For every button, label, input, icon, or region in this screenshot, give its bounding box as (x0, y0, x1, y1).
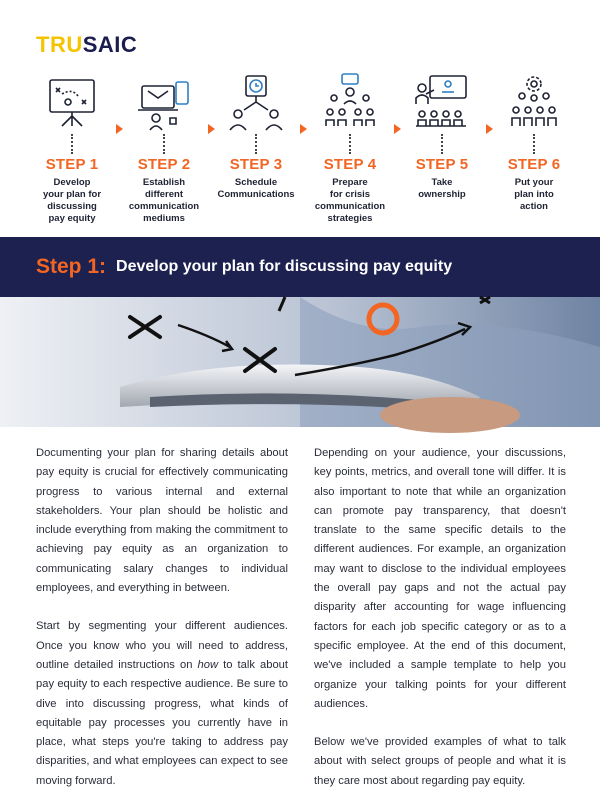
team-gears-icon (504, 72, 564, 132)
step-5-label: STEP 5 (415, 156, 469, 173)
step-2-label: STEP 2 (137, 156, 191, 173)
left-paragraph-2: Start by segmenting your different audiences. Once you know who you will need to address, outline detailed instructions on how to talk about pay equity to each respective audience. Be sure to dive into discussing progress, what kinds of equitable pay processes you currently have in place, what steps you're taking to address pay disparities, and what employees can expect to see moving forward. (36, 620, 288, 787)
step-2-description: Establish different communication mediums (128, 177, 200, 224)
step-1-description: Develop your plan for discussing pay equity (42, 177, 102, 224)
step-1-label: STEP 1 (45, 156, 99, 173)
trusaic-logo (36, 32, 137, 58)
step-5-description: Take ownership (418, 177, 466, 200)
step-6-description: Put your plan into action (514, 177, 554, 212)
step-2 (122, 72, 206, 225)
step-arrow-3 (300, 124, 307, 134)
section-banner (0, 237, 600, 297)
left-paragraph-1: Documenting your plan for sharing details about pay equity is crucial for effectively communicating progress to various internal and external stakeholders. Your plan should be holistic and include everything from making the commitment to achieving pay equity as an organization to communicating salary changes to individual employees, and everything in between. (36, 447, 288, 595)
right-paragraph-2: Below we've provided examples of what to talk about with select groups of people and what it is they care most about regarding pay equity. (314, 736, 566, 787)
step-4-description: Prepare for crisis communication strategies (314, 177, 386, 224)
step-5-connector (441, 134, 443, 154)
logo-part-saic: SAIC (82, 32, 138, 57)
step-4 (308, 72, 392, 225)
step-4-label: STEP 4 (323, 156, 377, 173)
step-6-connector (533, 134, 535, 154)
banner-title: Develop your plan for discussing pay equity (116, 258, 453, 275)
meeting-schedule-icon (226, 72, 286, 132)
step-3 (214, 72, 298, 201)
whiteboard-strategy-icon (42, 72, 102, 132)
hero-photo-tablet-strategy (0, 297, 600, 427)
body-column-right (314, 444, 566, 810)
body-column-left (36, 444, 288, 810)
step-1 (30, 72, 114, 225)
step-3-description: Schedule Communications (217, 177, 295, 200)
step-2-connector (163, 134, 165, 154)
step-3-connector (255, 134, 257, 154)
right-paragraph-1: Depending on your audience, your discussions, key points, metrics, and overall tone will differ. It is also important to note that while an organization can promote pay transparency, that doesn't translate to the same specific details to the different audiences. For example, an organization may want to disclose to the individual employees the overall pay gaps and not the actual pay disparity after accounting for wage influencing factors for each job specific category or as to a specific employee. At the end of this document, we've included a sample template to help you organize your talking points for your different audiences. (314, 447, 566, 710)
process-steps (30, 72, 570, 232)
step-4-connector (349, 134, 351, 154)
photo-illustration (0, 297, 600, 427)
communication-devices-icon (134, 72, 194, 132)
crisis-team-icon (320, 72, 380, 132)
banner-step-number: Step 1: (36, 255, 107, 278)
presentation-icon (412, 72, 472, 132)
step-1-connector (71, 134, 73, 154)
step-5 (400, 72, 484, 201)
step-6-label: STEP 6 (507, 156, 561, 173)
step-6 (492, 72, 576, 213)
step-3-label: STEP 3 (229, 156, 283, 173)
logo-part-tru: TRU (36, 32, 83, 57)
